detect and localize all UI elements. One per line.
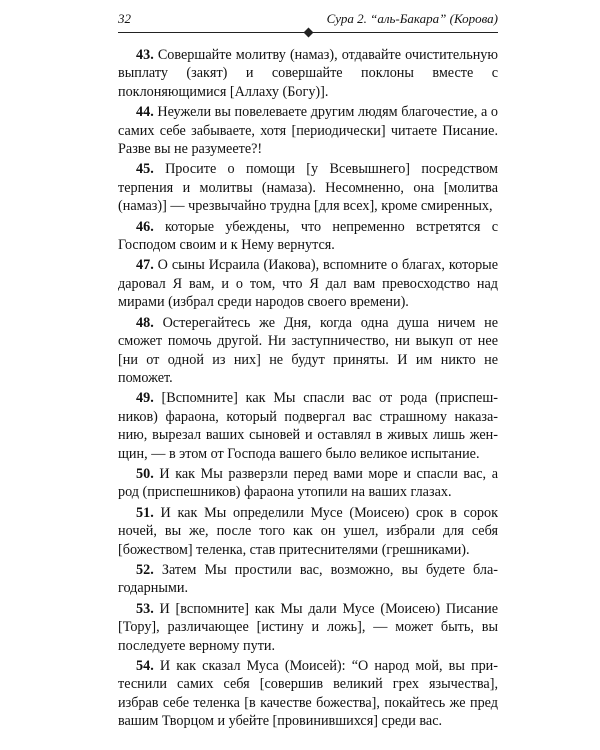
verse-53 (118, 600, 498, 655)
verse-number: 46. (136, 218, 154, 235)
verse-text: которые убеждены, что непременно встретятся с Господом своим и к Нему вернутся. (118, 218, 498, 254)
verse-text: [Вспомните] как Мы спасли вас от рода (приспешников) фараона, который подвергал вас страшному наказанию, вырезал ваших сыновей и оставлял в живых лишь женщин, — в этом от Господа вашего было великое испытание. (118, 390, 499, 462)
verse-text: И как Мы разверзли перед вами море и спасли вас, а род (приспешников) фараона утопили на ваших глазах. (118, 465, 498, 501)
verse-number: 49. (136, 390, 154, 407)
verse-46 (118, 218, 498, 255)
verse-list (118, 46, 498, 733)
page-number: 32 (118, 11, 131, 26)
verse-44 (118, 103, 498, 158)
verse-52 (118, 561, 498, 598)
header-rule (118, 32, 498, 33)
verse-47 (118, 256, 498, 311)
verse-45 (118, 160, 498, 215)
verse-50 (118, 465, 498, 502)
verse-text: Просите о помощи [у Всевышнего] посредством терпения и молитвы (намаза). Несомненно, она [молитва (намаз)] — чрезвычайно трудна [для всех], кроме смиренных, (118, 161, 498, 215)
chapter-title: Сура 2. “аль-Бакара” (Корова) (326, 11, 498, 26)
verse-number: 45. (136, 161, 154, 178)
verse-number: 43. (136, 47, 154, 63)
verse-number: 51. (136, 504, 154, 521)
verse-number: 54. (136, 658, 154, 674)
verse-number: 50. (136, 465, 154, 482)
verse-number: 52. (136, 561, 154, 578)
verse-number: 48. (136, 314, 154, 331)
verse-51 (118, 504, 498, 559)
verse-54 (118, 657, 498, 731)
verse-number: 53. (136, 600, 154, 617)
verse-text: И как сказал Муса (Моисей): “О народ мой, вы притеснили самих себя [совершив великий грех язычества], избрав себе теленка [в качестве божества], покайтесь же пред вашим Творцом и убейте [провинившихся] среди вас. (118, 658, 498, 730)
verse-48 (118, 314, 498, 388)
verse-text: Совершайте молитву (намаз), отдавайте очистительную выплату (закят) и совершайте поклоны вместе с поклоняющимися [Аллаху (Богу)]. (118, 47, 498, 100)
verse-text: И как Мы определили Мусе (Моисею) срок в сорок ночей, вы же, после того как он ушел, избрали для себя [божеством] теленка, став притеснителями (грешниками). (118, 504, 499, 558)
verse-number: 47. (136, 257, 154, 274)
verse-text: И [вспомните] как Мы дали Мусе (Моисею) Писание [Тору], различающее [истину и ложь], — может быть, вы последуете верному пути. (118, 600, 498, 654)
verse-text: Остерегайтесь же Дня, когда одна душа ничем не сможет помочь другой. Ни заступничество, ни выкуп от нее [ни от одной из них] не будут приняты. И им никто не поможет. (118, 314, 499, 386)
verse-text: Неужели вы повелеваете другим людям благочестие, а о самих себе забываете, хотя [периодически] читаете Писание. Разве вы не разумеете?! (118, 104, 499, 158)
book-page (118, 8, 499, 730)
verse-49 (118, 389, 498, 463)
verse-43 (118, 46, 498, 101)
verse-number: 44. (136, 104, 154, 121)
verse-text: О сыны Исраила (Иакова), вспомните о благах, которые даровал Я вам, и о том, что Я дал вам превосходство над мирами (избрал среди народов своего времени). (118, 257, 499, 311)
verse-text: Затем Мы простили вас, возможно, вы будете благодарными. (118, 561, 498, 597)
